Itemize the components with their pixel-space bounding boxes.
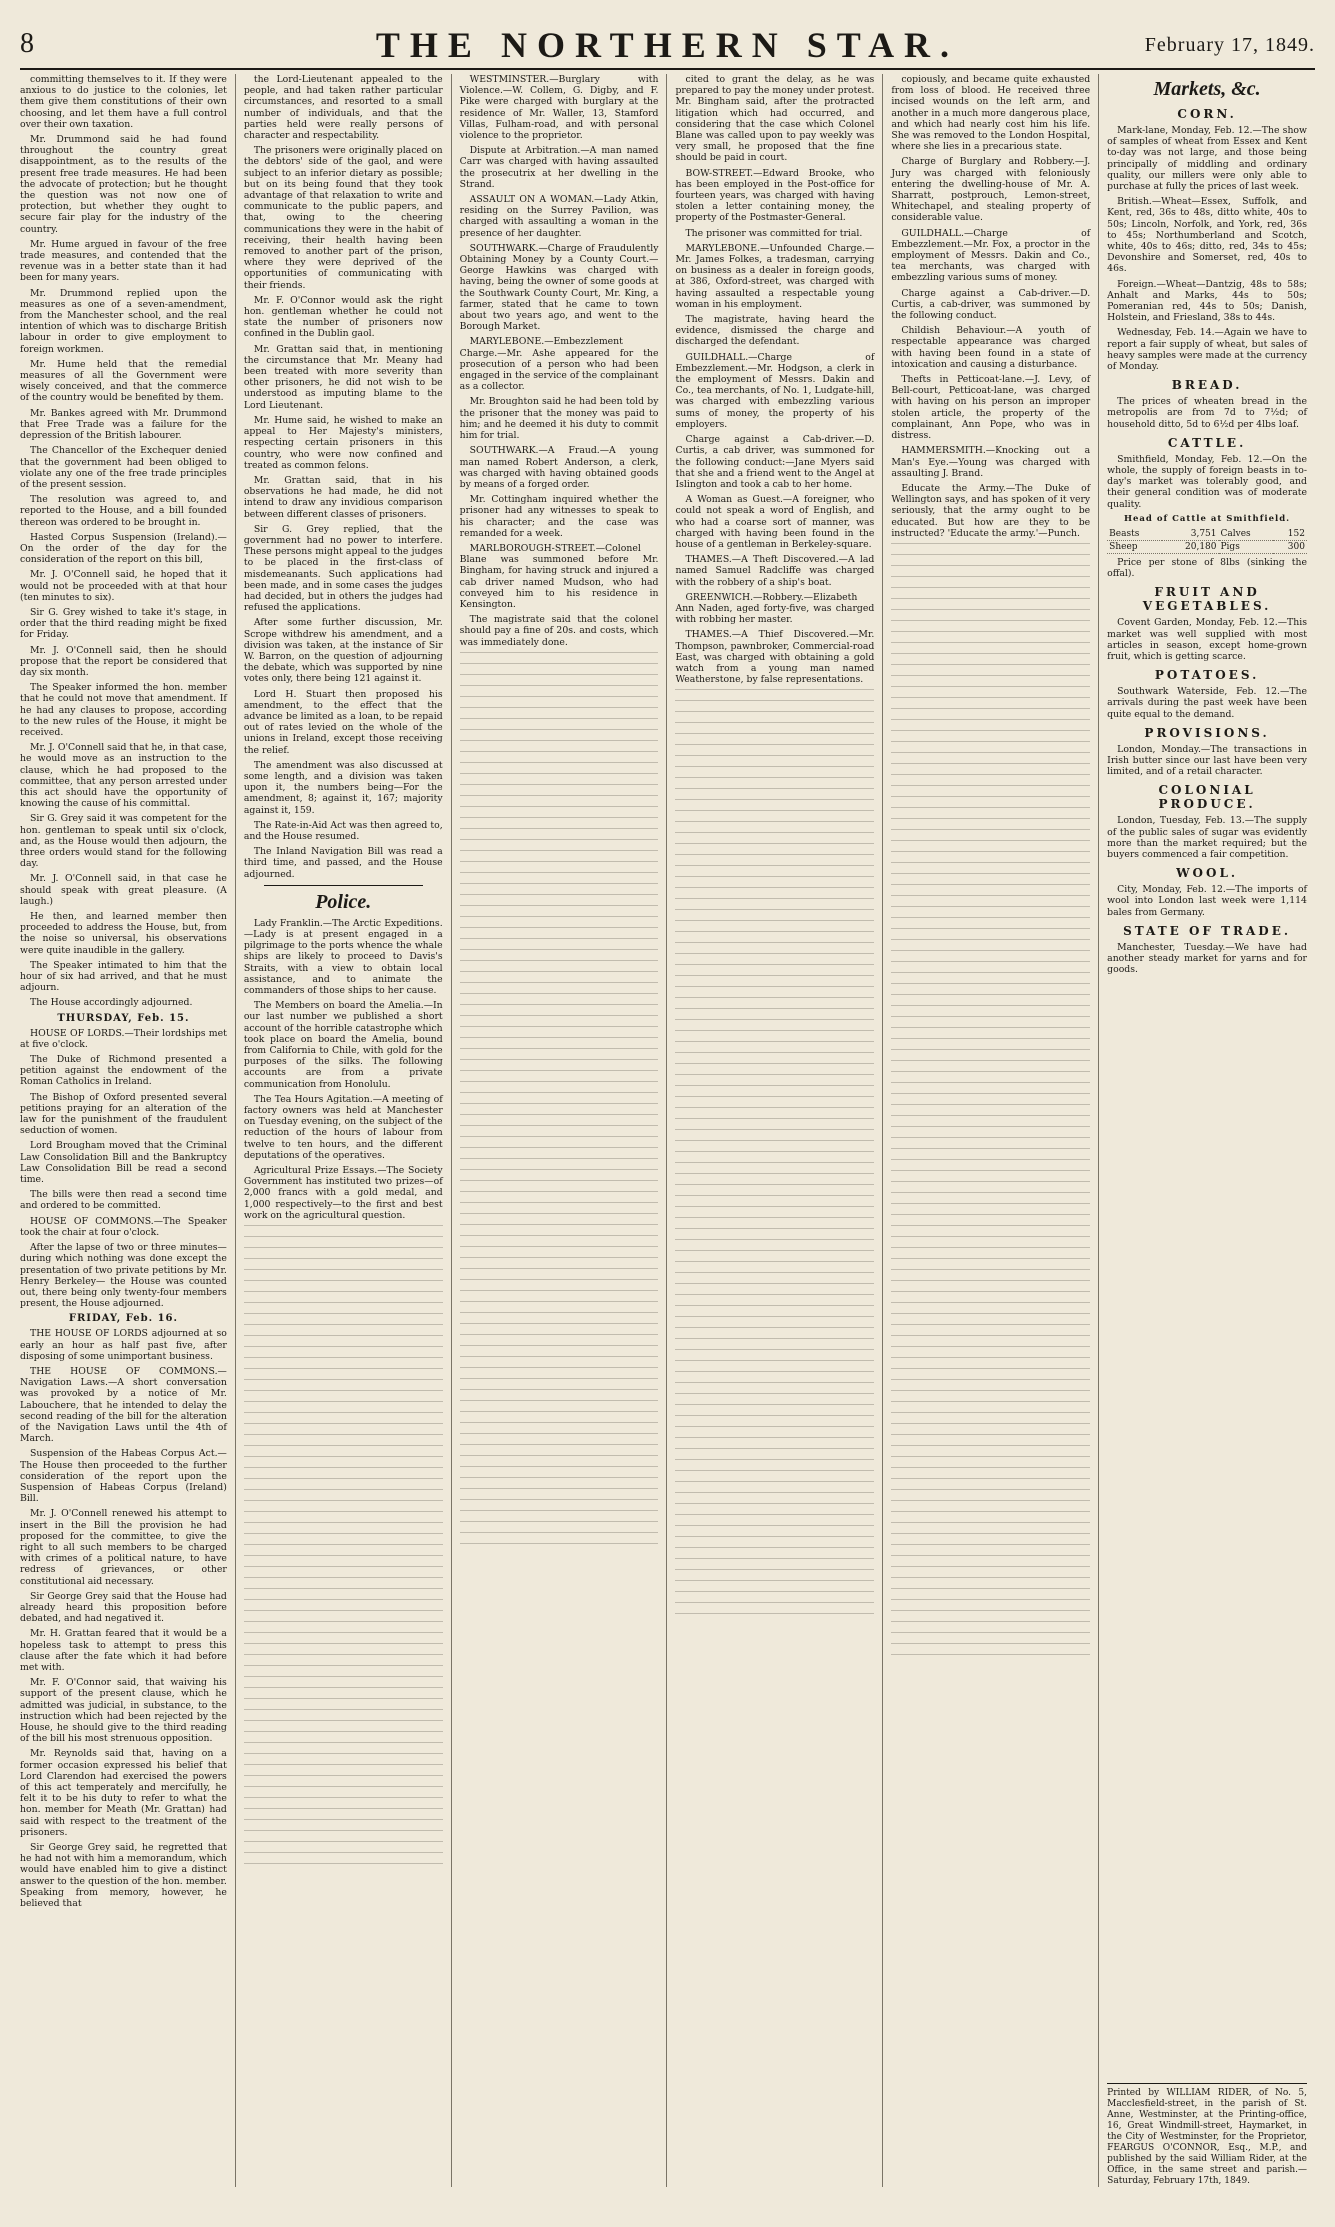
- wool-report: City, Monday, Feb. 12.—The imports of wool into London last week were 1,114 bales from Germany.: [1107, 884, 1307, 918]
- cattle-table-cell: Beasts: [1107, 528, 1162, 541]
- cattle-table-cell: Sheep: [1107, 540, 1162, 553]
- article-paragraph: Mr. F. O'Connor would ask the right hon. gentleman whether he could not state the number of prisoners now confined in the Dublin gaol.: [243, 294, 443, 340]
- column-4-police-text: [675, 74, 874, 685]
- article-paragraph: Mr. J. O'Connell said that he, in that case, he would move as an instruction to the clause, which he had proposed to the committee, that any person arrested under this act should have the opportunity of knowing the cause of his committal.: [20, 742, 227, 810]
- column-3: [452, 74, 668, 2187]
- article-paragraph: Wednesday, Feb. 14.—Again we have to report a fair supply of wheat, but sales of heavy samples were made at the currency of Monday.: [1107, 327, 1307, 373]
- article-paragraph: The Chancellor of the Exchequer denied that the government had been obliged to violate any one of the free trade principles of the present session.: [20, 445, 227, 490]
- article-paragraph: The magistrate, having heard the evidence, dismissed the charge and discharged the defendant.: [675, 314, 875, 348]
- article-paragraph: Childish Behaviour.—A youth of respectable appearance was charged with having been found in a state of intoxication and causing a disturbance.: [891, 325, 1091, 370]
- column-5-continued-text: [891, 543, 1090, 1663]
- article-paragraph: the Lord-Lieutenant appealed to the people, and had taken rather particular circumstances, and resorted to a small number of individuals, and that the parties held were really persons of character and respectability.: [243, 74, 443, 142]
- article-paragraph: Hasted Corpus Suspension (Ireland).— On the order of the day for the consideration of the report on this bill,: [20, 531, 227, 566]
- article-paragraph: Suspension of the Habeas Corpus Act.—The House then proceeded to the further consideration of the report upon the Suspension of Habeas Corpus (Ireland) Bill.: [20, 1448, 227, 1505]
- printer-imprint: Printed by WILLIAM RIDER, of No. 5, Macclesfield-street, in the parish of St. Anne, Westminster, at the Printing-office, 16, Great Windmill-street, Haymarket, in the City of Westminster, for the Proprietor, FEARGUS O'CONNOR, Esq., M.P., and published by the said William Rider, at the Office, in the same street and parish.—Saturday, February 17th, 1849.: [1107, 2083, 1307, 2187]
- article-paragraph: Thefts in Petticoat-lane.—J. Levy, of Bell-court, Petticoat-lane, was charged with having on his person an improper stolen article, the property of the complainant, Ann Pope, who was in distress.: [891, 374, 1091, 442]
- article-paragraph: Agricultural Prize Essays.—The Society Government has instituted two prizes—of 2,000 francs with a gold medal, and 1,000 respectively—to the first and best work on the agricultural question.: [243, 1165, 443, 1221]
- article-paragraph: THAMES.—A Thief Discovered.—Mr. Thompson, pawnbroker, Commercial-road East, was charged with obtaining a gold watch from a young man named Weatherstone, by false representations.: [675, 629, 875, 686]
- column-1: [20, 74, 236, 2187]
- article-paragraph: Mr. Broughton said he had been told by the prisoner that the money was paid to him; and he deemed it his duty to commit him for trial.: [459, 396, 659, 442]
- article-paragraph: Lord Brougham moved that the Criminal Law Consolidation Bill and the Bankruptcy Law Consolidation Bill be read a second time.: [20, 1140, 227, 1186]
- article-paragraph: The prisoner was committed for trial.: [685, 227, 863, 239]
- cattle-table: [1107, 528, 1307, 554]
- article-paragraph: committing themselves to it. If they were anxious to do justice to the colonies, let them give them constitutions of their own choosing, and let them have a full control over their own taxation.: [20, 74, 227, 130]
- article-paragraph: Foreign.—Wheat—Dantzig, 48s to 58s; Anhalt and Marks, 44s to 50s; Pomeranian red, 44s to 50s; Danish, Holstein, and Friesland, 38s to 44s.: [1107, 278, 1307, 324]
- article-paragraph: He then, and learned member then proceeded to address the House, but, from the noise so universal, his observations were quite inaudible in the gallery.: [20, 911, 227, 956]
- newspaper-title: THE NORTHERN STAR.: [375, 25, 960, 65]
- article-paragraph: Sir G. Grey replied, that the government had no power to interfere. These persons might appeal to the judges to be placed in the first-class of misdemeanants. Such applications had been made, and in some cases the judges had decided, but in others the judges had refused the applications.: [243, 523, 443, 614]
- article-paragraph: The Bishop of Oxford presented several petitions praying for an alteration of the law for the punishment of the fraudulent seduction of women.: [20, 1091, 227, 1137]
- article-paragraph: Mr. J. O'Connell renewed his attempt to insert in the Bill the provision he had proposed for the committee, to give the right to all such members to be charged with crimes of a political nature, to have redress of grievances, or other constitutional aid necessary.: [20, 1508, 227, 1587]
- lords-heading: HOUSE OF LORDS.—Their lordships met at five o'clock.: [20, 1027, 227, 1050]
- article-paragraph: The Rate-in-Aid Act was then agreed to, and the House resumed.: [243, 819, 443, 842]
- trade-heading: STATE OF TRADE.: [1123, 923, 1292, 938]
- article-paragraph: Mr. Grattan said, that in his observations he had made, he did not intend to draw any invidious comparison between different classes of prisoners.: [243, 474, 443, 520]
- column-2-parliament-text: [244, 74, 443, 880]
- article-paragraph: The Tea Hours Agitation.—A meeting of factory owners was held at Manchester on Tuesday evening, on the subject of the reduction of the hours of labour from twelve to ten hours, and the different deputations of the operatives.: [243, 1093, 443, 1161]
- article-paragraph: THAMES.—A Theft Discovered.—A lad named Samuel Radcliffe was charged with the robbery of a ship's boat.: [675, 554, 875, 588]
- article-paragraph: copiously, and became quite exhausted from loss of blood. He received three incised wounds on the left arm, and another in a much more dangerous place, and which had nearly cost him his life. She was removed to the London Hospital, where she lies in a precarious state.: [891, 74, 1091, 153]
- article-paragraph: Lady Franklin.—The Arctic Expeditions.—Lady is at present engaged in a pilgrimage to the ports whence the whale ships are likely to proceed to Davis's Straits, with a view to obtain local assistance, and to animate the commanders of those ships to her cause.: [243, 917, 443, 997]
- article-paragraph: Mark-lane, Monday, Feb. 12.—The show of samples of wheat from Essex and Kent to-day was not large, and those being principally of middling and ordinary quality, our millers were only able to purchase at fully the prices of last week.: [1107, 125, 1307, 193]
- article-paragraph: THE HOUSE OF COMMONS.—Navigation Laws.—A short conversation was provoked by a notice of Mr. Labouchere, that he intended to delay the second reading of the bill for the alteration of the Navigation Laws until the 4th of March.: [20, 1365, 227, 1445]
- article-paragraph: HAMMERSMITH.—Knocking out a Man's Eye.—Young was charged with assaulting J. Brand.: [891, 445, 1091, 479]
- article-paragraph: Mr. Grattan said that, in mentioning the circumstance that Mr. Meany had been treated with more severity than other prisoners, he did not wish to be understood as imputing blame to the Lord Lieutenant.: [243, 343, 443, 411]
- article-paragraph: BOW-STREET.—Edward Brooke, who has been employed in the Post-office for fourteen years, was charged with having stolen a letter containing money, the property of the Postmaster-General.: [675, 167, 875, 224]
- article-paragraph: ASSAULT ON A WOMAN.—Lady Atkin, residing on the Surrey Pavilion, was charged with assaulting a woman in the presence of her daughter.: [459, 194, 659, 239]
- article-paragraph: cited to grant the delay, as he was prepared to pay the money under protest. Mr. Bingham said, after the protracted litigation which had occurred, and considering that the case which Colonel Blane was called upon to pay weekly was very small, he proposed that the fine should be paid in court.: [675, 74, 875, 164]
- cattle-table-row: [1107, 528, 1307, 541]
- column-1-commons-text: [20, 1242, 227, 1309]
- article-paragraph: THE HOUSE OF LORDS adjourned at so early an hour as half past five, after disposing of some unimportant business.: [20, 1328, 227, 1362]
- article-paragraph: Mr. Hume said, he wished to make an appeal to Her Majesty's ministers, respecting certain prisoners in this country, who were now confined and treated as common felons.: [243, 414, 443, 471]
- article-paragraph: SOUTHWARK.—Charge of Fraudulently Obtaining Money by a County Court.—George Hawkins was charged with having, being the owner of some goods at the Southwark County Court, Mr. King, a farmer, stated that he came to town about two years ago, and went to the Borough Market.: [459, 242, 659, 333]
- article-paragraph: Charge against a Cab-driver.—D. Curtis, a cab-driver, was summoned by the following conduct.: [891, 287, 1091, 322]
- cattle-table-row: [1107, 540, 1307, 553]
- article-paragraph: GREENWICH.—Robbery.—Elizabeth Ann Naden, aged forty-five, was charged with robbing her master.: [675, 591, 875, 626]
- potatoes-heading: POTATOES.: [1154, 668, 1260, 683]
- article-paragraph: MARYLEBONE.—Unfounded Charge.—Mr. James Folkes, a tradesman, carrying on business as a dealer in foreign goods, at 386, Oxford-street, was charged with having assaulted a respectable young woman in his employment.: [675, 242, 875, 310]
- friday-heading: FRIDAY, Feb. 16.: [68, 1313, 178, 1325]
- article-paragraph: The House accordingly adjourned.: [30, 997, 193, 1009]
- newspaper-page: [20, 20, 1315, 2187]
- corn-heading: CORN.: [1177, 107, 1237, 121]
- cattle-note: Price per stone of 8lbs (sinking the offal).: [1107, 556, 1307, 580]
- columns: [20, 74, 1315, 2187]
- article-paragraph: The prisoners were originally placed on the debtors' side of the gaol, and were subject to an inferior dietary as possible; but on its being found that they took advantage of that relaxation to write and communicate to the public papers, and that, owing to the cheering communications they were in the habit of receiving, their health having been removed to another part of the prison, where they were deprived of the opportunities of communicating with their friends.: [243, 145, 443, 291]
- column-2: [236, 74, 452, 2187]
- bread-report: The prices of wheaten bread in the metropolis are from 7d to 7½d; of household ditto, 5d to 6½d per 4lbs loaf.: [1107, 396, 1307, 430]
- fruit-heading: FRUIT AND VEGETABLES.: [1142, 585, 1272, 614]
- article-paragraph: Mr. J. O'Connell said, in that case he should speak with great pleasure. (A laugh.): [20, 873, 227, 907]
- cattle-table-cell: 3,751: [1162, 528, 1219, 541]
- column-2-continued-text: [244, 1225, 443, 1865]
- colonial-report: London, Tuesday, Feb. 13.—The supply of the public sales of sugar was evidently more than the market required; but the buyers commenced a fair competition.: [1107, 815, 1307, 860]
- article-paragraph: Mr. Reynolds said that, having on a former occasion expressed his belief that Lord Clarendon had exercised the powers of this act temperately and mercifully, he felt it to be his duty to refer to what the hon. member for Meath (Mr. Grattan) had said with respect to the treatment of the prisoners.: [20, 1748, 227, 1838]
- article-paragraph: The amendment was also discussed at some length, and a division was taken upon it, the numbers being—For the amendment, 8; against it, 167; majority against it, 159.: [243, 759, 443, 816]
- cattle-table-cell: Pigs: [1219, 540, 1274, 553]
- cattle-table-cell: 300: [1273, 540, 1307, 553]
- column-1-parliament-text: [20, 74, 227, 1009]
- cattle-table-heading: Head of Cattle at Smithfield.: [1123, 513, 1291, 524]
- article-paragraph: Sir George Grey said that the House had already heard this proposition before debated, and had negatived it.: [20, 1590, 227, 1625]
- cattle-table-cell: 152: [1273, 528, 1307, 541]
- article-paragraph: Mr. Hume held that the remedial measures of all the Government were wisely conceived, and that the commerce of the country would be benefited by them.: [20, 358, 227, 404]
- fruit-report: Covent Garden, Monday, Feb. 12.—This market was well supplied with most articles in season, except home-grown fruit, which is getting scarce.: [1107, 617, 1307, 662]
- article-paragraph: Charge of Burglary and Robbery.—J. Jury was charged with feloniously entering the dwelling-house of Mr. A. Sharratt, postprouch, Lemon-street, Whitechapel, and stealing property of considerable value.: [891, 156, 1091, 224]
- article-paragraph: The resolution was agreed to, and reported to the House, and a bill founded thereon was ordered to be brought in.: [20, 494, 227, 528]
- article-paragraph: The magistrate said that the colonel should pay a fine of 20s. and costs, which was immediately done.: [459, 614, 659, 648]
- column-3-police-text: [460, 74, 659, 648]
- article-paragraph: Mr. J. O'Connell said, then he should propose that the report be considered that day six month.: [20, 644, 227, 678]
- article-paragraph: The Members on board the Amelia.—In our last number we published a short account of the horrible catastrophe which took place on board the Amelia, bound from California to Chile, with gold for the purposes of the silks. The following accounts are from a private communication from Honolulu.: [243, 1000, 443, 1090]
- wool-heading: WOOL.: [1176, 866, 1239, 881]
- article-paragraph: British.—Wheat—Essex, Suffolk, and Kent, red, 36s to 48s, ditto white, 40s to 50s; Lincoln, Norfolk, and York, red, 36s to 45s; Northumberland and Scotch, white, 40s to 46s; ditto, red, 34s to 45s; Devonshire and Somerset, red, 40s to 46s.: [1107, 196, 1307, 275]
- cattle-table-cell: 20,180: [1162, 540, 1219, 553]
- page-number: 8: [20, 28, 34, 59]
- thursday-heading: THURSDAY, Feb. 15.: [57, 1012, 190, 1024]
- commons-heading: HOUSE OF COMMONS.—The Speaker took the chair at four o'clock.: [20, 1215, 227, 1238]
- article-paragraph: Mr. Drummond said he had found throughout the country great disappointment, as to the results of the present free trade measures. He had been the advocate of protection; but he thought the question was not now one of protection, but whether they ought to secure fair play for the industry of the country.: [20, 134, 227, 235]
- article-paragraph: Charge against a Cab-driver.—D. Curtis, a cab driver, was summoned for the following conduct:—Jane Myers said that she and a friend went to the Angel at Islington and took a cab to her home.: [675, 434, 875, 490]
- article-paragraph: Sir George Grey said, he regretted that he had not with him a memorandum, which would have enabled him to give a distinct answer to the question of the hon. member. Speaking from memory, however, he believed that: [20, 1842, 227, 1910]
- column-3-continued-text: [460, 652, 659, 1552]
- provisions-heading: PROVISIONS.: [1144, 725, 1270, 740]
- article-paragraph: The Inland Navigation Bill was read a third time, and passed, and the House adjourned.: [243, 846, 443, 880]
- article-paragraph: WESTMINSTER.—Burglary with Violence.—W. Collem, G. Digby, and F. Pike were charged with burglary at the residence of Mr. Waller, 13, Stamford Villas, Fulham-road, and with personal violence to the proprietor.: [459, 74, 659, 142]
- article-paragraph: Mr. Hume argued in favour of the free trade measures, and contended that the revenue was in a better state than it had been for many years.: [20, 238, 227, 284]
- article-paragraph: The Speaker intimated to him that the hour of six had arrived, and that he must adjourn.: [20, 959, 227, 994]
- article-paragraph: Sir G. Grey said it was competent for the hon. gentleman to speak until six o'clock, and, as the House would then adjourn, the three orders would stand for the following day.: [20, 813, 227, 870]
- article-paragraph: Lord H. Stuart then proposed his amendment, to the effect that the advance be limited as a loan, to be repaid out of rates levied on the whole of the unions in Ireland, except those receiving the relief.: [243, 688, 443, 756]
- article-paragraph: The Duke of Richmond presented a petition against the endowment of the Roman Catholics in Ireland.: [20, 1054, 227, 1088]
- article-paragraph: The Speaker informed the hon. member that he could not move that amendment. If he had any clauses to propose, according to the new rules of the House, it might be received.: [20, 682, 227, 738]
- column-6: [1099, 74, 1315, 2187]
- article-paragraph: Dispute at Arbitration.—A man named Carr was charged with having assaulted the prosecutrix at her dwelling in the Strand.: [459, 145, 659, 190]
- article-paragraph: Educate the Army.—The Duke of Wellington says, and has spoken of it very seriously, that the army ought to be educated. But how are they to be instructed? 'Educate the army.'—Punch.: [891, 482, 1091, 539]
- article-paragraph: GUILDHALL.—Charge of Embezzlement.—Mr. Fox, a proctor in the employment of Messrs. Dakin and Co., tea merchants, was charged with embezzling various sums of money.: [891, 227, 1091, 284]
- cattle-report: Smithfield, Monday, Feb. 12.—On the whole, the supply of foreign beasts in to-day's market was tolerably good, and their general condition was of moderate quality.: [1107, 453, 1307, 510]
- issue-date: February 17, 1849.: [1144, 34, 1315, 56]
- article-paragraph: Mr. F. O'Connor said, that waiving his support of the present clause, which he admitted was judicial, in substance, to the instruction which had been rejected by the House, he should give to the third reading of the bill his most strenuous opposition.: [20, 1677, 227, 1745]
- column-5: [883, 74, 1099, 2187]
- divider: [264, 885, 423, 886]
- cattle-table-cell: Calves: [1219, 528, 1274, 541]
- article-paragraph: Mr. H. Grattan feared that it would be a hopeless task to attempt to press this clause after the fate which it had before met with.: [20, 1628, 227, 1673]
- markets-heading: Markets, &c.: [1153, 78, 1261, 100]
- article-paragraph: SOUTHWARK.—A Fraud.—A young man named Robert Anderson, a clerk, was charged with having obtained goods by means of a forged order.: [459, 445, 659, 490]
- masthead: [20, 20, 1315, 70]
- article-paragraph: The bills were then read a second time and ordered to be committed.: [20, 1189, 227, 1212]
- article-paragraph: Mr. J. O'Connell said, he hoped that it would not be proceeded with at that hour (ten minutes to six).: [20, 569, 227, 603]
- potatoes-report: Southwark Waterside, Feb. 12.—The arrivals during the past week have been quite equal to the demand.: [1107, 686, 1307, 720]
- colonial-heading: COLONIAL PRODUCE.: [1158, 783, 1256, 812]
- article-paragraph: Mr. Bankes agreed with Mr. Drummond that Free Trade was a failure for the depression of the British labourer.: [20, 407, 227, 442]
- column-1-lords-text: [20, 1054, 227, 1212]
- column-4-continued-text: [675, 689, 874, 1619]
- corn-report: [1107, 125, 1307, 372]
- article-paragraph: After the lapse of two or three minutes—during which nothing was done except the presentation of two private petitions by Mr. Henry Berkeley— the House was counted out, there being only twenty-four members present, the House adjourned.: [20, 1242, 227, 1310]
- cattle-heading: CATTLE.: [1167, 435, 1247, 450]
- column-2-news-text: [244, 918, 443, 1221]
- article-paragraph: Mr. Drummond replied upon the measures as one of a seven-amendment, from the Manchester school, and the real intention of which was to discharge British labour in order to give employment to foreign workmen.: [20, 287, 227, 355]
- article-paragraph: After some further discussion, Mr. Scrope withdrew his amendment, and a division was taken, at the instance of Sir W. Barron, on the question of adjourning the debate, which was supported by nine votes only, there being 121 against it.: [243, 617, 443, 685]
- column-1-friday-text: [20, 1328, 227, 1909]
- provisions-report: London, Monday.—The transactions in Irish butter since our last have been very limited, and of a retail character.: [1107, 743, 1307, 778]
- article-paragraph: MARYLEBONE.—Embezzlement Charge.—Mr. Ashe appeared for the prosecution of a person who had been engaged in the service of the complainant as a collector.: [459, 336, 659, 393]
- column-4: [667, 74, 883, 2187]
- trade-report: Manchester, Tuesday.—We have had another steady market for yarns and for goods.: [1107, 941, 1307, 976]
- article-paragraph: Mr. Cottingham inquired whether the prisoner had any witnesses to speak to his character; and the case was remanded for a week.: [459, 494, 659, 539]
- column-5-police-text: [891, 74, 1090, 539]
- article-paragraph: MARLBOROUGH-STREET.—Colonel Blane was summoned before Mr. Bingham, for having struck and injured a cab driver named Mudson, who had conveyed him to his residence in Kensington.: [459, 542, 659, 610]
- bread-heading: BREAD.: [1171, 378, 1243, 393]
- police-heading: Police.: [315, 890, 372, 913]
- article-paragraph: A Woman as Guest.—A foreigner, who could not speak a word of English, and who had a coarse sort of manner, was charged with having been found in the house of a gentleman in Berkeley-square.: [675, 494, 875, 550]
- article-paragraph: Sir G. Grey wished to take it's stage, in order that the third reading might be fixed for Friday.: [20, 606, 227, 641]
- article-paragraph: GUILDHALL.—Charge of Embezzlement.—Mr. Hodgson, a clerk in the employment of Messrs. Dakin and Co., tea merchants, of No. 1, Ludgate-hill, was charged with embezzling various sums of money, the property of his employers.: [675, 351, 875, 430]
